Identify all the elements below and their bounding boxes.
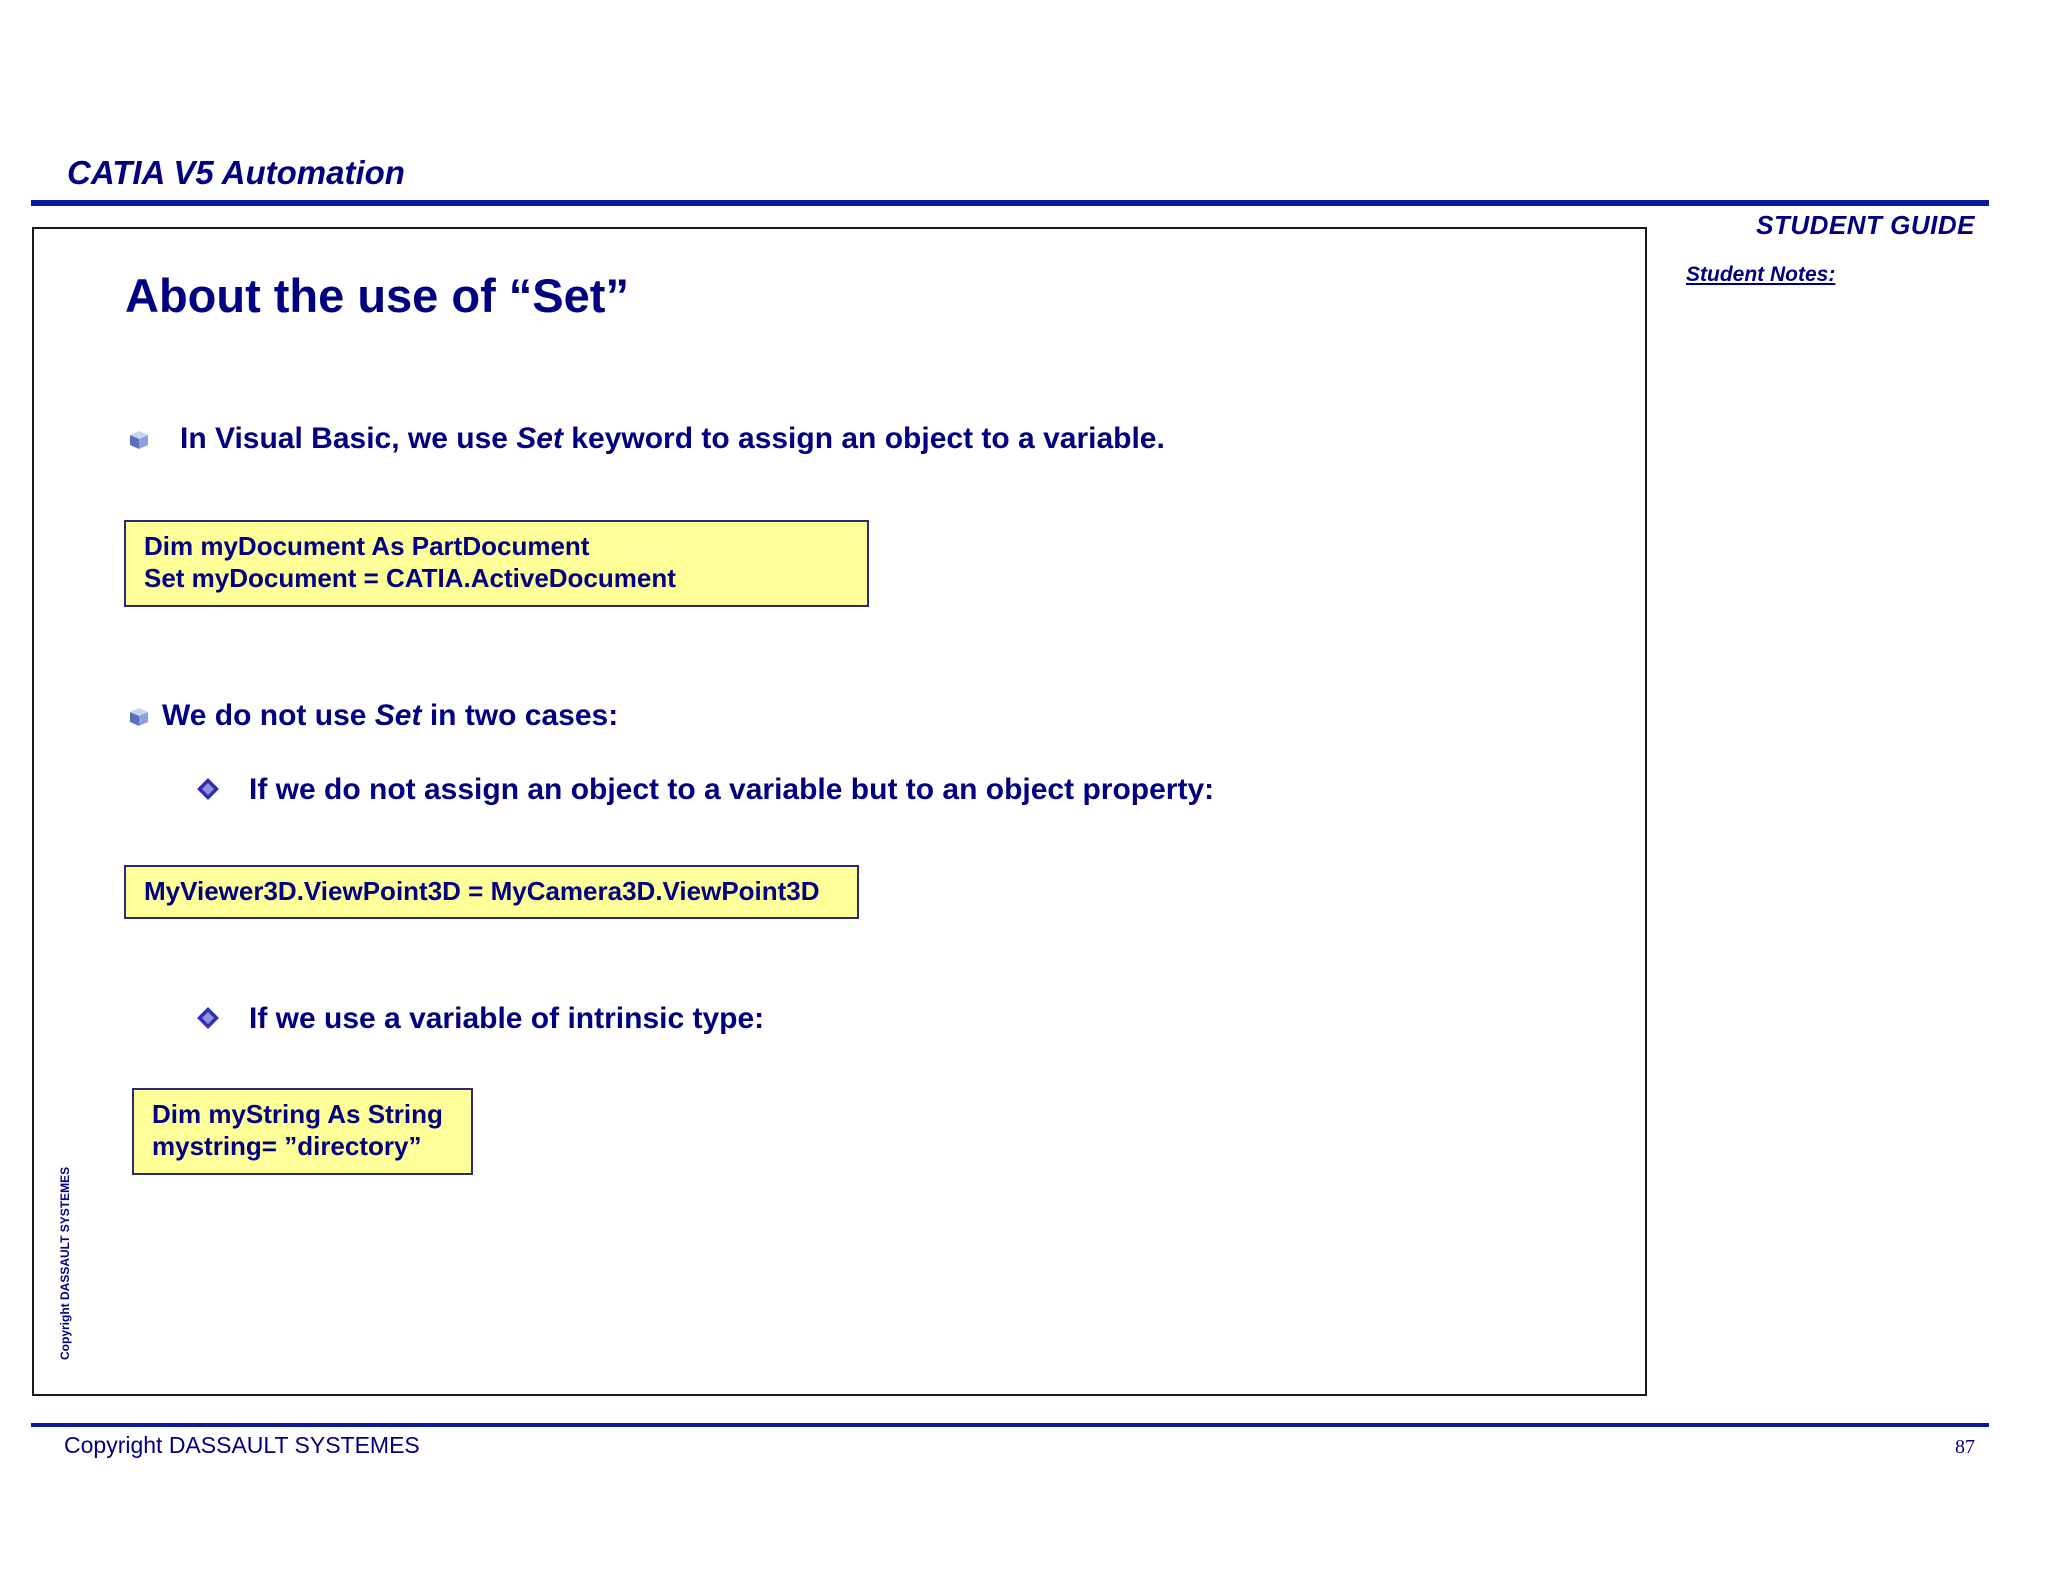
code-block-document xyxy=(124,520,869,607)
slide-title: About the use of “Set” xyxy=(125,269,629,322)
slide-frame xyxy=(32,227,1647,1396)
student-notes-label: Student Notes: xyxy=(1686,263,1836,286)
cube-icon xyxy=(128,429,150,451)
cube-icon xyxy=(128,706,150,728)
code-line: Set myDocument = CATIA.ActiveDocument xyxy=(144,563,676,593)
bullet-text: in two cases: xyxy=(421,699,619,732)
bullet-text: keyword to assign an object to a variable. xyxy=(562,422,1165,455)
footer-rule xyxy=(31,1423,1989,1427)
bullet-text: We do not use xyxy=(162,699,375,732)
code-block-viewpoint xyxy=(124,865,859,919)
code-line: Dim myDocument As PartDocument xyxy=(144,531,590,561)
course-title: CATIA V5 Automation xyxy=(67,154,405,191)
sub-bullet-object-property: If we do not assign an object to a variable but to an object property: xyxy=(249,773,1215,806)
student-guide-label: STUDENT GUIDE xyxy=(1756,210,1975,240)
code-block-string xyxy=(132,1088,473,1175)
header-rule xyxy=(31,200,1989,206)
page-number: 87 xyxy=(1955,1436,1975,1458)
code-line: MyViewer3D.ViewPoint3D = MyCamera3D.ViewPoint3D xyxy=(144,876,820,906)
diamond-icon xyxy=(196,1006,220,1030)
vertical-copyright: Copyright DASSAULT SYSTEMES xyxy=(58,1166,72,1360)
set-keyword: Set xyxy=(374,699,422,732)
bullet-no-set xyxy=(162,699,618,733)
bullet-text: In Visual Basic, we use xyxy=(180,422,517,455)
sub-bullet-intrinsic-type: If we use a variable of intrinsic type: xyxy=(249,1002,765,1035)
bullet-set-keyword xyxy=(180,422,1165,456)
code-line: mystring= ”directory” xyxy=(152,1131,422,1161)
diamond-icon xyxy=(196,777,220,801)
footer-copyright: Copyright DASSAULT SYSTEMES xyxy=(64,1432,420,1458)
code-line: Dim myString As String xyxy=(152,1099,443,1129)
set-keyword: Set xyxy=(516,422,563,455)
